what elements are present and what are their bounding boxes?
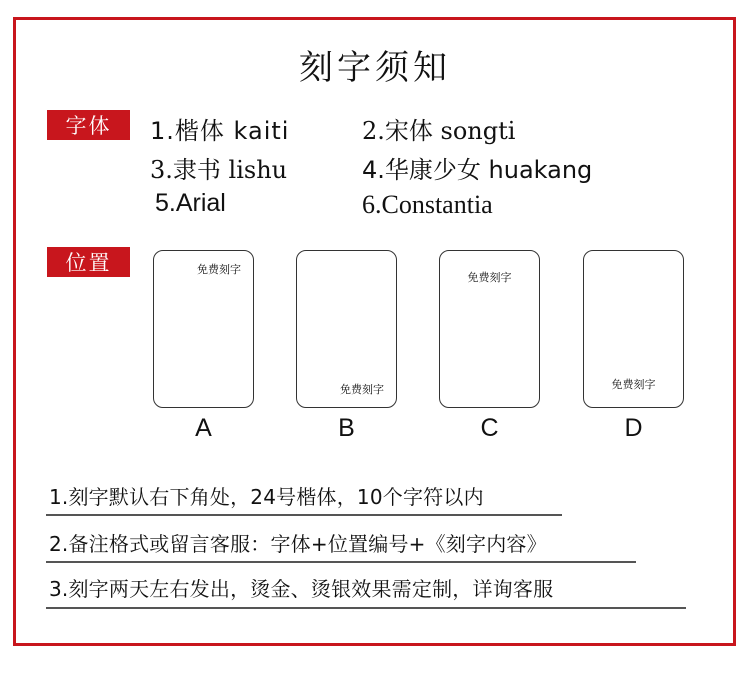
position-label-b: B [338,414,355,442]
position-label-c: C [480,414,499,442]
note-order-format: 2.备注格式或留言客服：字体+位置编号+《刻字内容》 [49,532,547,556]
position-section-tag: 位置 [47,247,130,277]
divider [46,607,686,609]
position-label-d: D [624,414,643,442]
divider [46,514,562,516]
engraving-sample-text: 免费刻字 [467,271,512,284]
font-option-huakang: 4.华康少女 huakang [362,156,593,184]
divider [46,561,636,563]
font-option-kaiti: 1.楷体 kaiti [150,117,290,145]
position-card-c [439,250,540,408]
position-label-a: A [195,414,212,442]
font-option-songti: 2.宋体 songti [362,117,516,145]
position-card-a [153,250,254,408]
position-card-d [583,250,684,408]
engraving-sample-text: 免费刻字 [197,263,241,276]
font-option-lishu: 3.隶书 lishu [150,156,288,184]
note-shipping-time: 3.刻字两天左右发出，烫金、烫银效果需定制，详询客服 [49,577,554,601]
engraving-sample-text: 免费刻字 [611,378,656,391]
font-option-constantia: 6.Constantia [362,190,493,219]
font-option-arial: 5.Arial [155,189,226,217]
note-default-position: 1.刻字默认右下角处，24号楷体，10个字符以内 [49,485,484,509]
font-section-tag: 字体 [47,110,130,140]
position-card-b [296,250,397,408]
engraving-sample-text: 免费刻字 [340,383,384,396]
page-title: 刻字须知 [299,48,451,88]
